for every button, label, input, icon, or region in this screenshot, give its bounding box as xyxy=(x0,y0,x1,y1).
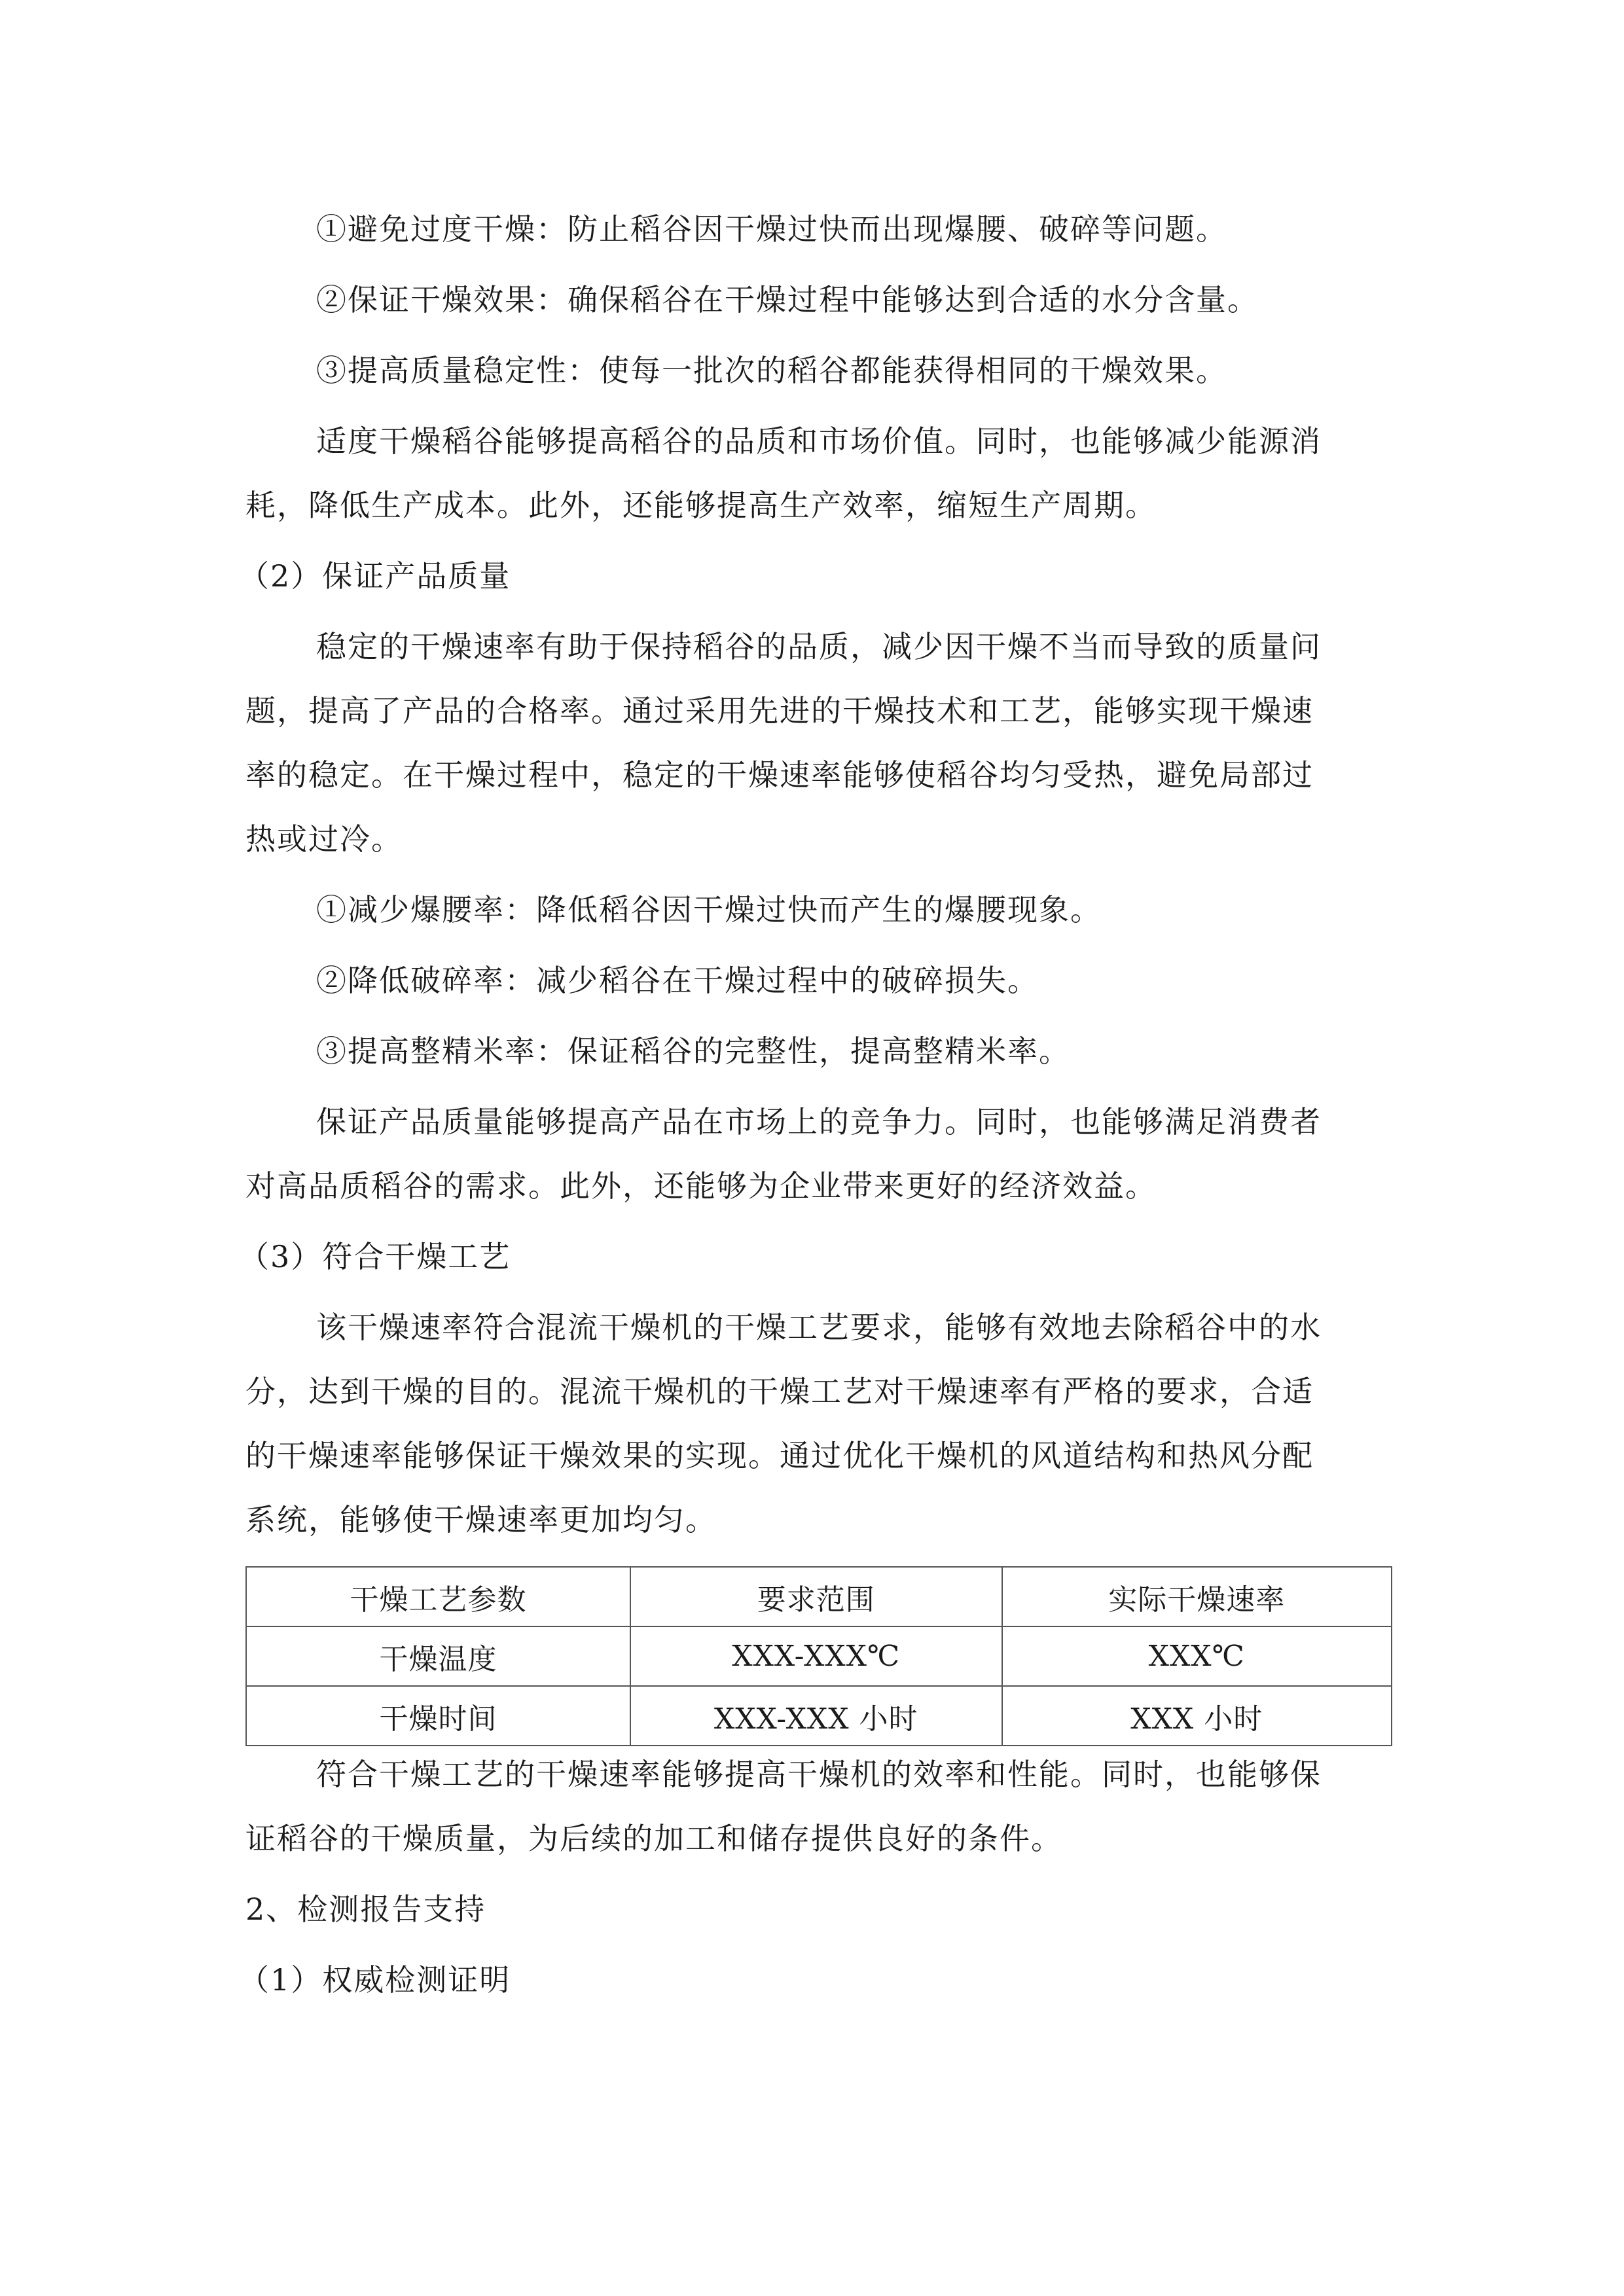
paragraph-stable-rate-line1: 稳定的干燥速率有助于保持稻谷的品质，减少因干燥不当而导致的质量问 xyxy=(316,629,1322,664)
table-cell: XXX 小时 xyxy=(1002,1686,1392,1746)
section-heading-product-quality: （2）保证产品质量 xyxy=(239,558,511,594)
section-heading-test-report: 2、检测报告支持 xyxy=(245,1892,486,1927)
paragraph-moderate-drying-line2: 耗，降低生产成本。此外，还能够提高生产效率，缩短生产周期。 xyxy=(245,488,1157,523)
paragraph-stable-rate-line4: 热或过冷。 xyxy=(245,821,403,857)
drying-parameters-table xyxy=(245,1566,1392,1746)
paragraph-process-line4: 系统，能够使干燥速率更加均匀。 xyxy=(245,1502,717,1537)
paragraph-quality-stability: ③提高质量稳定性：使每一批次的稻谷都能获得相同的干燥效果。 xyxy=(316,353,1227,388)
paragraph-moderate-drying-line1: 适度干燥稻谷能够提高稻谷的品质和市场价值。同时，也能够减少能源消 xyxy=(316,423,1322,459)
paragraph-ensure-effect: ②保证干燥效果：确保稻谷在干燥过程中能够达到合适的水分含量。 xyxy=(316,282,1259,317)
table-cell: 干燥温度 xyxy=(246,1626,630,1686)
table-header-row xyxy=(246,1567,1392,1626)
paragraph-process-line1: 该干燥速率符合混流干燥机的干燥工艺要求，能够有效地去除稻谷中的水 xyxy=(316,1310,1322,1345)
table-header-cell: 要求范围 xyxy=(630,1567,1002,1626)
paragraph-avoid-overdrying: ①避免过度干燥：防止稻谷因干燥过快而出现爆腰、破碎等问题。 xyxy=(316,211,1227,247)
table-cell: XXX-XXX℃ xyxy=(630,1626,1002,1686)
paragraph-process-line2: 分，达到干燥的目的。混流干燥机的干燥工艺对干燥速率有严格的要求，合适 xyxy=(245,1374,1314,1409)
table-cell: XXX-XXX 小时 xyxy=(630,1686,1002,1746)
table-cell: XXX℃ xyxy=(1002,1626,1392,1686)
paragraph-process-line3: 的干燥速率能够保证干燥效果的实现。通过优化干燥机的风道结构和热风分配 xyxy=(245,1438,1314,1473)
section-heading-drying-process: （3）符合干燥工艺 xyxy=(239,1239,511,1274)
paragraph-process-benefit-line2: 证稻谷的干燥质量，为后续的加工和储存提供良好的条件。 xyxy=(245,1821,1062,1856)
table-row xyxy=(246,1686,1392,1746)
paragraph-quality-benefit-line2: 对高品质稻谷的需求。此外，还能够为企业带来更好的经济效益。 xyxy=(245,1168,1157,1204)
paragraph-head-rice-rate: ③提高整精米率：保证稻谷的完整性，提高整精米率。 xyxy=(316,1033,1070,1069)
paragraph-reduce-breakage: ②降低破碎率：减少稻谷在干燥过程中的破碎损失。 xyxy=(316,963,1039,998)
table-cell: 干燥时间 xyxy=(246,1686,630,1746)
paragraph-quality-benefit-line1: 保证产品质量能够提高产品在市场上的竞争力。同时，也能够满足消费者 xyxy=(316,1104,1322,1139)
paragraph-reduce-cracking: ①减少爆腰率：降低稻谷因干燥过快而产生的爆腰现象。 xyxy=(316,892,1102,927)
table-row xyxy=(246,1626,1392,1686)
table-header-cell: 实际干燥速率 xyxy=(1002,1567,1392,1626)
paragraph-process-benefit-line1: 符合干燥工艺的干燥速率能够提高干燥机的效率和性能。同时，也能够保 xyxy=(316,1757,1322,1792)
table-header-cell: 干燥工艺参数 xyxy=(246,1567,630,1626)
paragraph-stable-rate-line2: 题，提高了产品的合格率。通过采用先进的干燥技术和工艺，能够实现干燥速 xyxy=(245,693,1314,728)
section-heading-authoritative-test: （1）权威检测证明 xyxy=(239,1962,511,1998)
paragraph-stable-rate-line3: 率的稳定。在干燥过程中，稳定的干燥速率能够使稻谷均匀受热，避免局部过 xyxy=(245,757,1314,793)
